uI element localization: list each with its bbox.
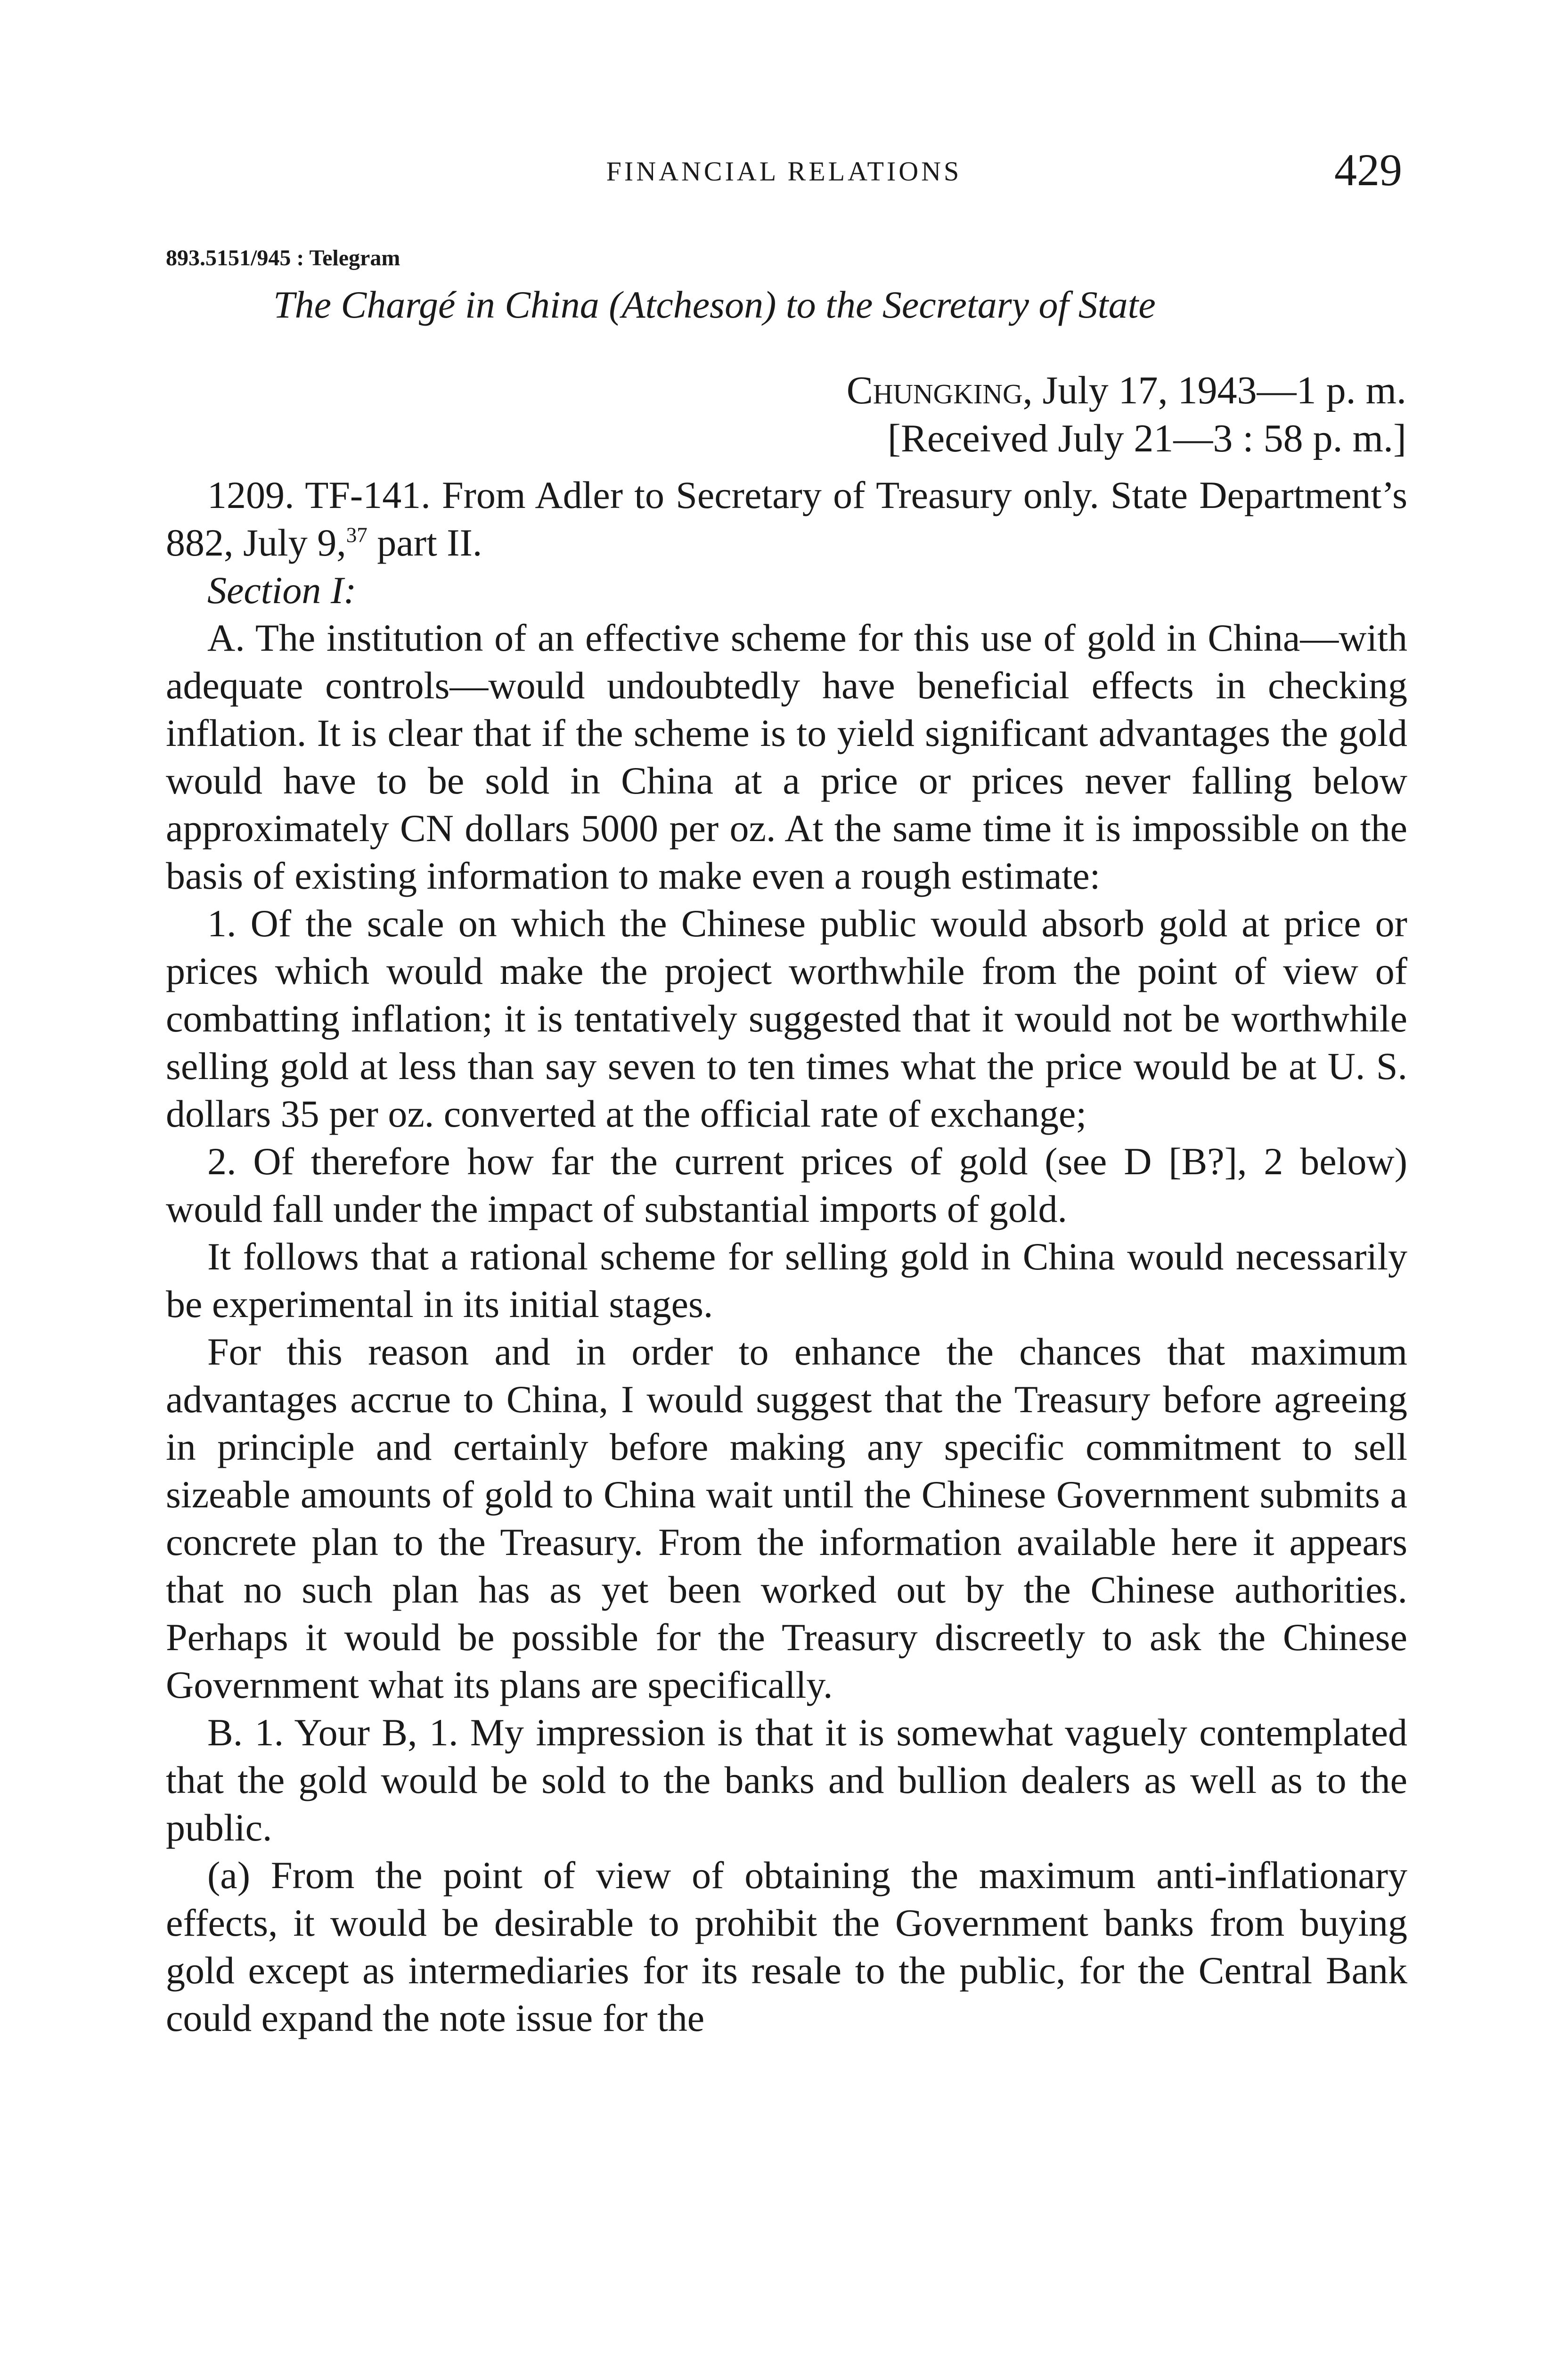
paragraph-follows: It follows that a rational scheme for selling gold in China would necessarily be experimental in its initial stages. — [166, 1235, 1407, 1325]
section-heading: Section I: — [207, 569, 357, 612]
dateline — [770, 368, 1406, 413]
footnote-marker: 37 — [346, 523, 368, 547]
paragraph-b1: B. 1. Your B, 1. My impression is that it is somewhat vaguely contemplated that the gold would be sold to the banks and bullion dealers as well as to the public. — [166, 1711, 1407, 1849]
paragraph-item-1: 1. Of the scale on which the Chinese public would absorb gold at price or prices which would make the project worthwhile from the point of view of combatting inflation; it is tentatively suggested that it would not be worthwhile selling gold at less than say seven to ten times what the price would be at U. S. dollars 35 per oz. converted at the official rate of exchange; — [166, 902, 1407, 1135]
intro-text: 1209. TF-141. From Adler to Secretary of Treasury only. State Department’s 882, July 9, — [166, 474, 1407, 564]
page-number: 429 — [1334, 145, 1402, 195]
dateline-date: , July 17, 1943—1 p. m. — [1022, 368, 1406, 412]
document-title: The Chargé in China (Atcheson) to the Secretary of State — [273, 283, 1156, 326]
file-reference: 893.5151/945 : Telegram — [166, 245, 400, 270]
paragraph-reason: For this reason and in order to enhance the chances that maximum advantages accrue to China, I would suggest that the Treasury before agreeing in principle and certainly before making any specific commitment to sell sizeable amounts of gold to China wait until the Chinese Government submits a concrete plan to the Treasury. From the information available here it appears that no such plan has as yet been worked out by the Chinese authorities. Perhaps it would be possible for the Treasury discreetly to ask the Chinese Government what its plans are specifically. — [166, 1330, 1407, 1706]
intro-text-end: part II. — [367, 521, 482, 564]
paragraph-intro — [166, 471, 1407, 566]
received-line: [Received July 21—3 : 58 p. m.] — [887, 417, 1406, 460]
running-title: FINANCIAL RELATIONS — [606, 156, 962, 187]
telegram-body — [166, 471, 1407, 2042]
dateline-place: Chungking — [846, 368, 1023, 412]
paragraph-item-2: 2. Of therefore how far the current prices of gold (see D [B?], 2 below) would fall under the impact of substantial imports of gold. — [166, 1140, 1407, 1230]
paragraph-a: A. The institution of an effective scheme for this use of gold in China—with adequate controls—would undoubtedly have beneficial effects in checking inflation. It is clear that if the scheme is to yield significant advantages the gold would have to be sold in China at a price or prices never falling below approximately CN dollars 5000 per oz. At the same time it is impossible on the basis of existing information to make even a rough estimate: — [166, 616, 1407, 897]
paragraph-a-sub: (a) From the point of view of obtaining the maximum anti-inflationary effects, it would be desirable to prohibit the Government banks from buying gold except as intermediaries for its resale to the public, for the Central Bank could expand the note issue for the — [166, 1854, 1407, 2039]
